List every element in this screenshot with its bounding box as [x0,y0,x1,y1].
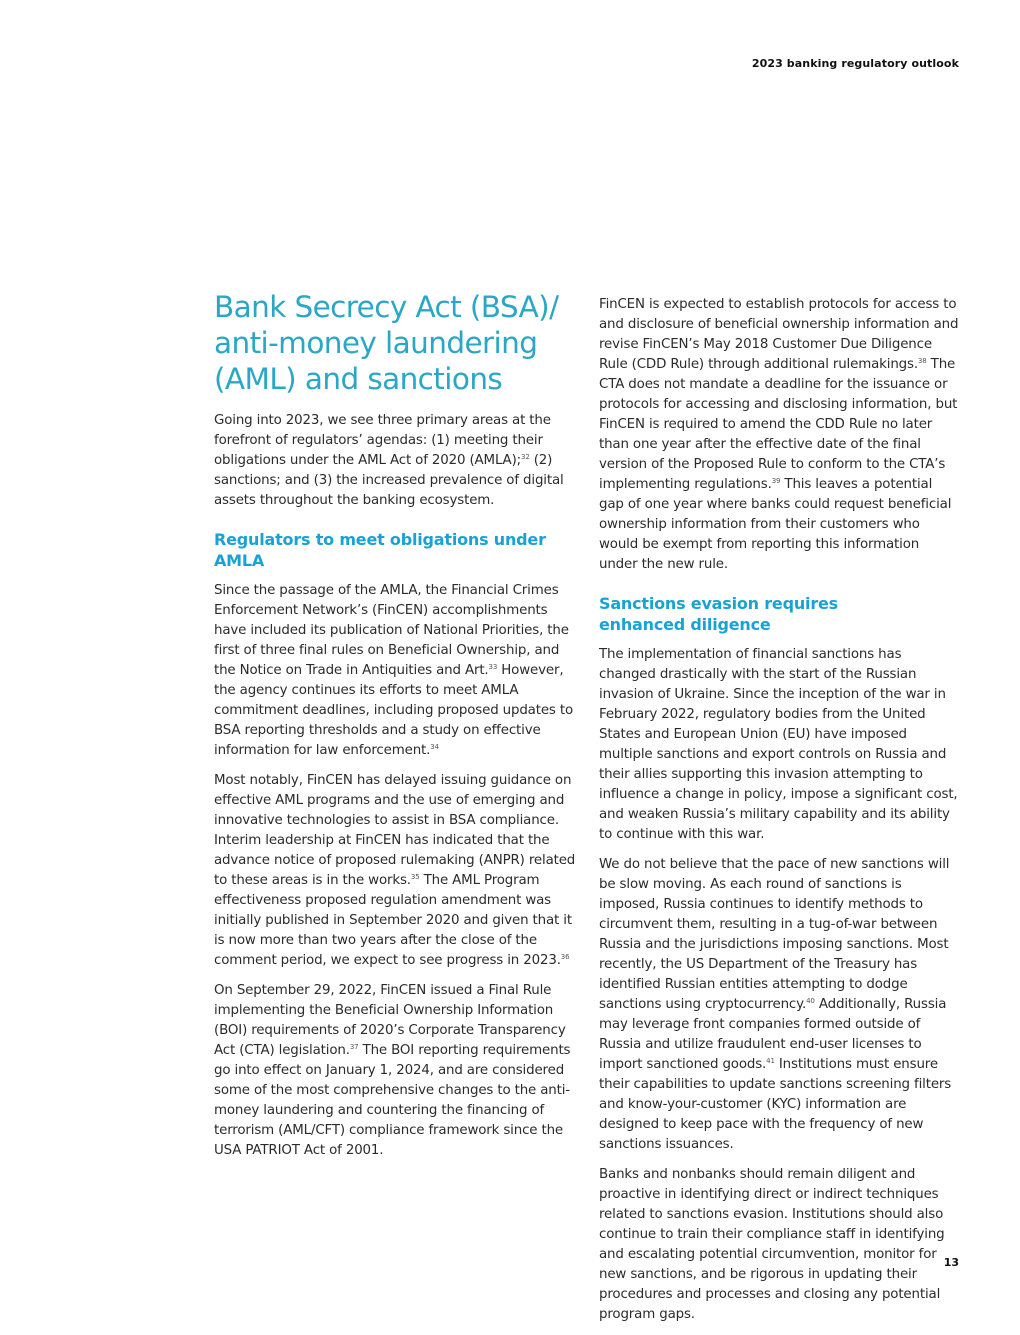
footnote-ref: 32 [521,453,530,461]
footnote-ref: 39 [771,477,781,485]
amla-heading: Regulators to meet obligations under AMLA [214,530,546,570]
amla-paragraph-2: Most notably, FinCEN has delayed issuing guidance on effective AML programs and the use of emerging and innovative technologies to assist in BSA compliance. Interim leadership at FinCEN has indicated that the advance notice of proposed rulemaking (ANPR) related to these areas is in the works.$^{35}$ The AML Program effectiveness proposed regulation amendment was initially published in September 2020 and given that it is now more than two years after the close of the comment period, we expect to see progress in 2023.36 [214,773,576,968]
sanctions-heading: Sanctions evasion requires enhanced diligence [599,594,838,634]
page-number: 13 [943,1256,959,1269]
sanctions-paragraph-3: Banks and nonbanks should remain diligent and proactive in identifying direct or indirect techniques related to sanctions evasion. Institutions should also continue to train their compliance staff in identifying and escalating potential circumvention, monitor for new sanctions, and be rigorous in updating their procedures and processes and closing any potential program gaps. [599,1167,945,1322]
footnote-ref: 38 [917,357,927,365]
sanctions-paragraph-1: The implementation of financial sanctions has changed drastically with the start of the Russian invasion of Ukraine. Since the inception of the war in February 2022, regulatory bodies from the United States and European Union (EU) have imposed multiple sanctions and export controls on Russia and their allies supporting this invasion attempting to influence a change in policy, impose a significant cost, and weaken Russia’s military capability and its ability to continue with this war. [599,647,958,842]
footnote-ref: 40 [806,997,815,1005]
sanctions-paragraph-2: We do not believe that the pace of new sanctions will be slow moving. As each round of sanctions is imposed, Russia continues to identify methods to circumvent them, resulting in a tug-of-war between Russia and the jurisdictions imposing sanctions. Most recently, the US Department of the Treasury has identified Russian entities attempting to dodge sanctions using cryptocurrency.$^{40}$ Additionally, Russia may leverage front companies formed outside of Russia and utilize fraudulent end-user licenses to import sanctioned goods.$^{41}$ Institutions must ensure their capabilities to update sanctions screening filters and know-your-customer (KYC) information are designed to keep pace with the frequency of new sanctions issuances. [599,857,952,1152]
right-column [599,295,961,1335]
amla-paragraph-1: Since the passage of the AMLA, the Financial Crimes Enforcement Network’s (FinCEN) accomplishments have included its publication of National Priorities, the first of three final rules on Beneficial Ownership, and the Notice on Trade in Antiquities and Art.$^{33}$ However, the agency continues its efforts to meet AMLA commitment deadlines, including proposed updates to BSA reporting thresholds and a study on effective information for law enforcement.$^{34}$ [214,583,574,758]
amla-paragraph-4: FinCEN is expected to establish protocols for access to and disclosure of beneficial ownership information and revise FinCEN’s May 2018 Customer Due Diligence Rule (CDD Rule) through additional rulemakings.$^{38}$ The CTA does not mandate a deadline for the issuance or protocols for accessing and disclosing information, but FinCEN is required to amend the CDD Rule no later than one year after the effective date of the final version of the Proposed Rule to conform to the CTA’s implementing regulations.$^{39}$ This leaves a potential gap of one year where banks could request beneficial ownership information from their customers who would be exempt from reporting this information under the new rule. [599,297,959,572]
footnote-ref: 37 [349,1043,359,1051]
section-title: Bank Secrecy Act (BSA)/ anti-money laundering (AML) and sanctions [214,290,559,396]
header-title: 2023 banking regulatory outlook [751,57,959,70]
footnote-ref: 34 [430,743,439,751]
intro-paragraph: Going into 2023, we see three primary areas at the forefront of regulators’ agendas: (1) meeting their obligations under the AML Act of 2020 (AMLA);$^{32}$ (2) sanctions; and (3) the increased prevalence of digital assets throughout the banking ecosystem. [214,413,564,508]
footnote-ref: 41 [766,1057,775,1065]
footnote-ref: 36 [560,953,570,961]
footnote-ref: 33 [488,663,498,671]
footnote-ref: 35 [410,873,420,881]
left-column [214,289,578,1171]
amla-paragraph-3: On September 29, 2022, FinCEN issued a Final Rule implementing the Beneficial Ownership Information (BOI) requirements of 2020’s Corporate Transparency Act (CTA) legislation.$^{37}$ The BOI reporting requirements go into effect on January 1, 2024, and are considered some of the most comprehensive changes to the anti-money laundering and countering the financing of terrorism (AML/CFT) compliance framework since the USA PATRIOT Act of 2001. [214,983,571,1158]
